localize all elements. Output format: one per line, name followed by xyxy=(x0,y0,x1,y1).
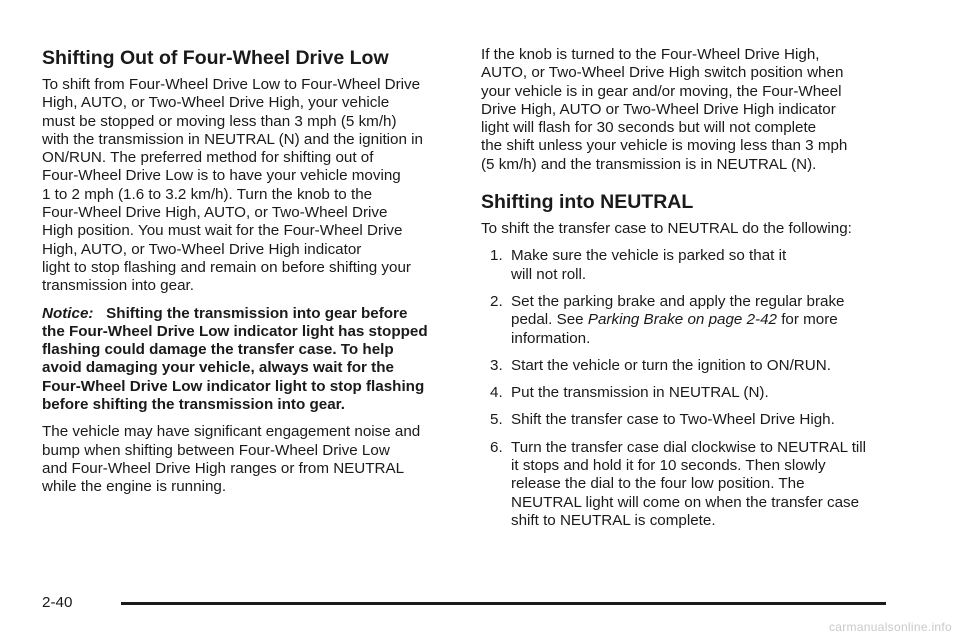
steps-intro: To shift the transfer case to NEUTRAL do the following: xyxy=(481,220,852,238)
step-text: Set the parking brake and apply the regular brake pedal. See xyxy=(511,292,845,329)
notice-text: Shifting the transmission into gear before the Four-Wheel Drive Low indicator light has stopped flashing could damage the transfer case. To help avoid damaging your vehicle, always wait for the Four-Wheel Drive Low indicator light to stop flashing before shifting the transmission into gear. xyxy=(42,304,428,414)
step-text: Start the vehicle or turn the ignition to ON/RUN. xyxy=(511,356,831,374)
list-item xyxy=(481,247,895,284)
step-text: for more information. xyxy=(511,311,838,347)
step-text: Put the transmission in NEUTRAL (N). xyxy=(511,384,769,402)
step-number: 6. xyxy=(490,438,503,456)
step-text: Shift the transfer case to Two-Wheel Drive High. xyxy=(511,411,835,429)
body-paragraph: To shift from Four-Wheel Drive Low to Four-Wheel Drive High, AUTO, or Two-Wheel Drive High, your vehicle must be stopped or moving less than 3 mph (5 km/h) with the transmission in NEUTRAL (N) and the ignition in ON/RUN. The preferred method for shifting out of Four-Wheel Drive Low is to have your vehicle moving 1 to 2 mph (1.6 to 3.2 km/h). Turn the knob to the Four-Wheel Drive High, AUTO, or Two-Wheel Drive High position. You must wait for the Four-Wheel Drive High, AUTO, or Two-Wheel Drive High indicator light to stop flashing and remain on before shifting your transmission into gear. xyxy=(42,76,423,295)
section-heading-four-wheel-low: Shifting Out of Four-Wheel Drive Low xyxy=(42,47,389,69)
right-column xyxy=(481,46,895,539)
list-item xyxy=(481,357,895,375)
section-heading-neutral: Shifting into NEUTRAL xyxy=(481,191,694,214)
list-item xyxy=(481,293,895,348)
step-number: 1. xyxy=(490,247,503,265)
notice-label: Notice: xyxy=(42,304,94,322)
step-text: Turn the transfer case dial clockwise to NEUTRAL till it stops and hold it for 10 seconds. Then slowly release the dial to the four low position. The NEUTRAL light will come on when the transfer case shift to NEUTRAL is complete. xyxy=(511,438,867,529)
footer-divider xyxy=(121,602,886,605)
notice-paragraph xyxy=(42,305,456,415)
list-item xyxy=(481,384,895,402)
steps-list xyxy=(481,247,895,530)
step-number: 5. xyxy=(490,411,503,429)
cross-reference-link[interactable]: Parking Brake on page 2-42 xyxy=(587,311,777,329)
list-item xyxy=(481,439,895,530)
step-text: Make sure the vehicle is parked so that it will not roll. xyxy=(511,247,787,283)
left-column xyxy=(42,46,456,506)
watermark: carmanualsonline.info xyxy=(828,620,952,634)
step-number: 3. xyxy=(490,356,503,374)
step-number: 4. xyxy=(490,384,503,402)
body-paragraph: The vehicle may have significant engagement noise and bump when shifting between Four-Wheel Drive Low and Four-Wheel Drive High ranges or from NEUTRAL while the engine is running. xyxy=(42,423,421,496)
body-paragraph: If the knob is turned to the Four-Wheel Drive High, AUTO, or Two-Wheel Drive High switch position when your vehicle is in gear and/or moving, the Four-Wheel Drive High, AUTO or Two-Wheel Drive High indicator light will flash for 30 seconds but will not complete the shift unless your vehicle is moving less than 3 mph (5 km/h) and the transmission is in NEUTRAL (N). xyxy=(481,46,848,173)
page-number: 2-40 xyxy=(42,594,73,611)
step-number: 2. xyxy=(490,292,503,310)
list-item xyxy=(481,411,895,429)
